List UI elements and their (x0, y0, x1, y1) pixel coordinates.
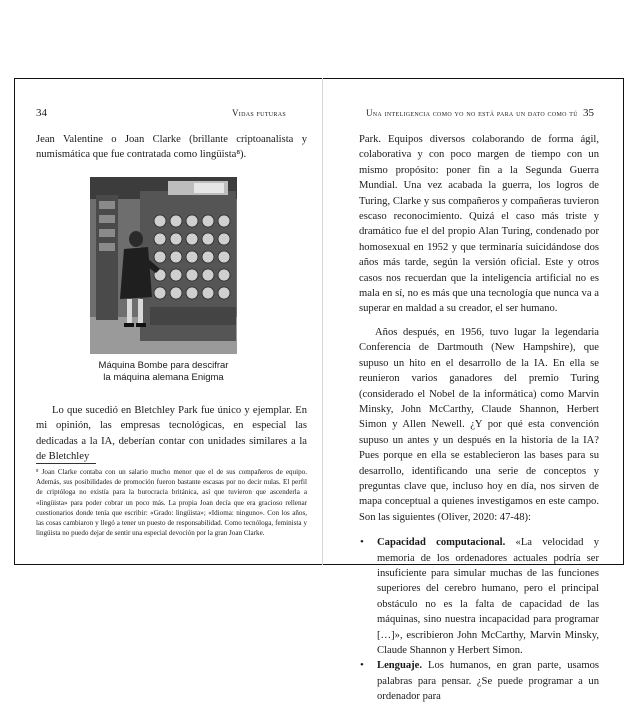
left-top-paragraph: Jean Valentine o Joan Clarke (brillante criptoanalista y numismática que fue contratada como lingüista⁸). (36, 134, 307, 161)
bombe-machine-photo (90, 177, 237, 354)
figure-caption (60, 360, 267, 384)
left-running-head: Vidas futuras (232, 108, 286, 118)
figure-caption-line-1: Máquina Bombe para descifrar (98, 360, 229, 371)
left-body-paragraph: Lo que sucedió en Bletchley Park fue único y ejemplar. En mi opinión, las empresas tecnológicas, en especial las dedicadas a la IA, deberían contar con unidades similares a la de Bletchley (36, 405, 307, 463)
right-page-number: 35 (583, 107, 594, 119)
bullet-dot-icon: • (360, 659, 364, 672)
figure-caption-line-2: la máquina alemana Enigma (103, 372, 224, 383)
bullet-text: «La velocidad y memoria de los ordenadores actuales podría ser insuficiente para simular muchas de las funciones superiores del cerebro humano, pero el principal obstáculo no es la falta de capacidad de las máquinas, sino nuestra incapacidad para programar […]», escribieron John McCarthy, Marvin Minsky, Claude Shannon y Herbert Simon. (377, 537, 599, 656)
bullet-term: Capacidad computacional. (377, 537, 506, 549)
left-page-body (36, 403, 307, 465)
footnote-8: ⁸ Joan Clarke contaba con un salario mucho menor que el de sus compañeros de equipo. Además, sus posibilidades de promoción fueron bastante escasas por no decir nulas. El perfil de criptóloga no existía para la burocracia británica, así que tuvieron que ascenderla a «lingüista» para poder cobrar un poco más. La propia Joan decía que era gracioso rellenar cuestionarios donde tenía que escribir: «Grado: lingüista»; «Idioma: ninguno». Con los años, las cosas cambiaron y llegó a tener un puesto de responsabilidad. Como tecnóloga, feminista y lingüista no puedo dejar de sentir una especial devoción por la gran Joan Clarke. (36, 468, 307, 538)
left-page-top-text (36, 132, 307, 163)
bullet-item-lenguaje (359, 658, 599, 704)
bullet-dot-icon: • (360, 536, 364, 549)
right-running-head: Una inteligencia como yo no está para un dato como tú (366, 108, 578, 118)
right-page-body (359, 132, 599, 705)
footnote-rule (36, 463, 96, 464)
book-spine (322, 78, 323, 565)
right-paragraph-2: Años después, en 1956, tuvo lugar la legendaria Conferencia de Dartmouth (New Hampshire), que supuso un hito en el desarrollo de la IA. En ella se reunieron varios ganadores del premio Turing (considerado el Nobel de la informática) como Marvin Minsky, John McCarthy, Claude Shannon, Herbert Simon y Allen Newell. ¿Y por qué esta convención supuso un antes y un después en la historia de la IA? Pues porque en ella se establecieron las bases para su desarrollo, identificando una serie de conceptos y preguntas clave que, incluso hoy en día, nos sirven de mapa conceptual a quienes investigamos en este campo. Son las siguientes (Oliver, 2020: 47-48): (359, 326, 599, 523)
right-paragraph-1: Park. Equipos diversos colaborando de forma ágil, colaborativa y con poco margen de tiempo con un mismo propósito: poner fin a la Segunda Guerra Mundial. Una vez acabada la guerra, los logros de Turing, Clarke y sus compañeros y compañeras tuvieron escaso reconocimiento. Quizá el caso más triste y dramático fue el del propio Alan Turing, condenado por homosexual en 1952 y que terminaría suicidándose dos años más tarde, según la versión oficial. Este y otros casos nos recuerdan que la inteligencia artificial no es mala en sí, no es más que una tecnología que nunca va a superar en maldad a su creador, el ser humano. (359, 134, 599, 315)
bullet-term: Lenguaje. (377, 660, 423, 672)
left-page-number: 34 (36, 107, 47, 119)
bullet-text: Los humanos, en gran parte, usamos palabras para pensar. ¿Se puede programar a un ordenador para (377, 660, 599, 703)
